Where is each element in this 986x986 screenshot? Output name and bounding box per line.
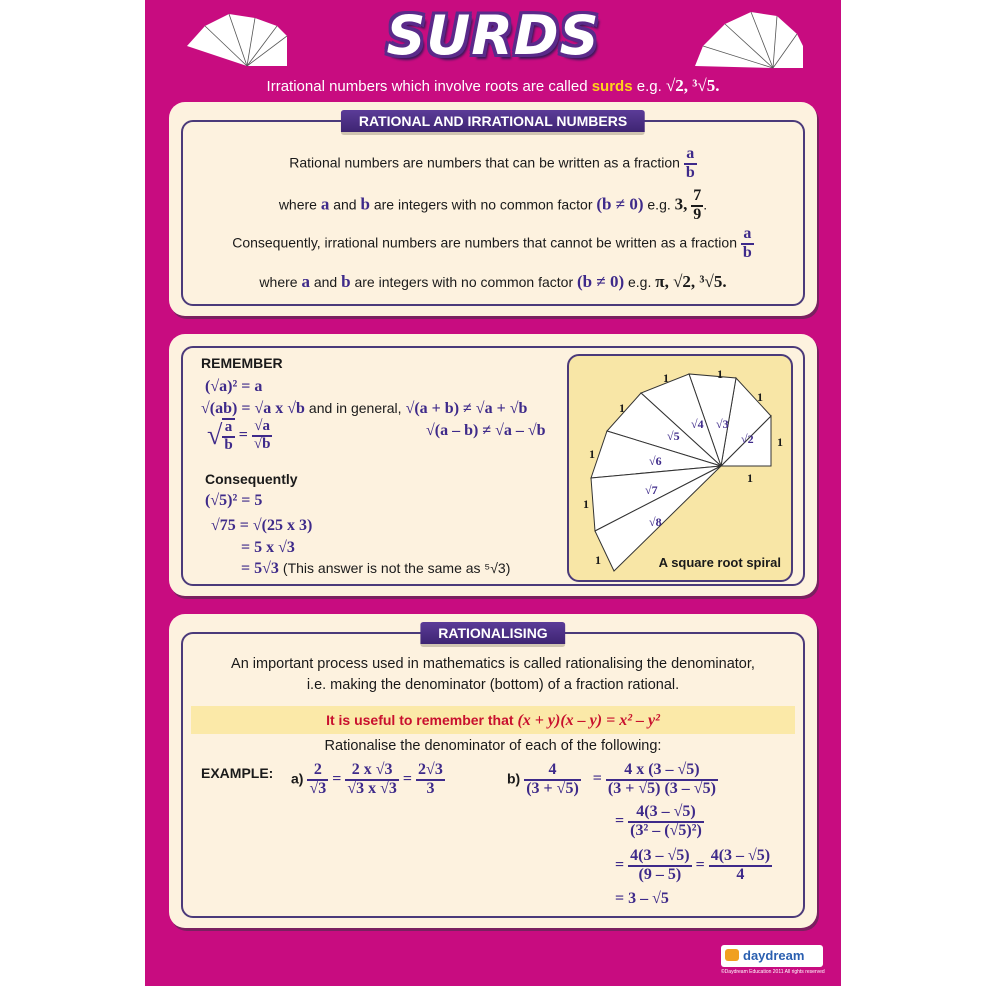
rational-irrational-panel [169,102,817,316]
condition: (b ≠ 0) [577,272,625,291]
cons-4-note: (This answer is not the same as ⁵√3) [282,560,511,576]
a-label: a) [291,770,304,787]
example-label: EXAMPLE: [201,765,274,781]
sqrt-sign-icon: √ [207,419,223,451]
example-b-step-2 [615,804,704,840]
rule-2-math: √(ab) = √a x √b [201,400,305,417]
rational-line-2: where a and b are integers with no common factor (b ≠ 0) e.g. 3, $\frac{7}{9}$ . [278,187,708,223]
a-frac-2: $\frac{2 x √3}{√3 x √3}$ [347,761,397,797]
var-a: a [301,272,310,291]
svg-text:1: 1 [589,447,595,461]
svg-text:1: 1 [717,367,723,381]
copyright: ©Daydream Education 2011 All rights reserved [721,969,825,975]
fraction-7-9: $\frac{7}{9}$ [693,187,702,223]
intro-line-1: An important process used in mathematics is called rationalising the denominator, [231,656,755,672]
rational-line-1 [169,146,817,182]
rule-2-text: and in general, [308,400,402,416]
text: and [333,196,357,213]
text: are integers with no common factor [373,196,593,213]
equals: = [238,426,248,444]
text: where [278,196,317,213]
tip-math: (x + y)(x – y) = x² – y² [517,712,660,729]
subtitle-highlight: surds [591,78,633,95]
subtitle-eg: e.g. [636,78,662,95]
b-frac-3: $\frac{4(3 - √5)}{\text{(3² – (√5)²)}}$ [630,803,702,839]
svg-text:√4: √4 [691,417,704,431]
b-frac-5: $\frac{4(3 - √5)}{4}$ [710,847,771,883]
fraction-a-over-b: $\frac{a}{b}$ [742,225,752,261]
var-b: b [360,194,370,214]
tip-text: It is useful to remember that [326,712,514,728]
spiral-caption: A square root spiral [658,555,781,570]
cons-4 [241,560,510,578]
irrational-line-1 [169,226,817,262]
text: and [313,274,338,290]
example-a [291,762,445,798]
remember-panel [169,334,817,596]
var-a: a [320,194,330,214]
svg-text:1: 1 [619,401,625,415]
subtitle-text: Irrational numbers which involve roots are called [266,78,588,95]
section-tag-rationalising: RATIONALISING [420,622,565,647]
svg-text:1: 1 [757,390,763,404]
example-b-step-1 [507,762,718,798]
var-b: b [341,272,351,291]
equals: = [615,812,625,830]
svg-text:√8: √8 [649,515,662,529]
example: 3, [674,194,688,214]
rule-2-right: √(a + b) ≠ √a + √b [405,400,528,417]
equals: = [615,856,625,874]
condition: (b ≠ 0) [596,194,644,214]
tip-bar [191,706,795,734]
cons-4-math: = 5√3 [241,560,279,577]
cons-2: √75 = √(25 x 3) [211,517,313,534]
b-frac-1: $\frac{4}{(3 + √5)}$ [526,761,579,797]
section-tag-rational: RATIONAL AND IRRATIONAL NUMBERS [341,110,645,135]
instruction: Rationalise the denominator of each of the following: [324,738,662,754]
b-label: b) [507,770,521,787]
rule-3 [207,418,272,454]
b-frac-2: $\frac{4 x (3 - √5)}{(3 + √5) (3 - √5)}$ [607,761,716,797]
svg-text:1: 1 [595,553,601,567]
spiral-diagram-icon [569,356,791,580]
subtitle-math: √2, ³√5. [665,76,720,95]
a-frac-1: $\frac{2}{√3}$ [309,761,327,797]
text: are integers with no common factor [354,274,574,290]
svg-text:1: 1 [663,371,669,385]
intro-line-2: i.e. making the denominator (bottom) of a fraction rational. [306,677,680,693]
logo-text: daydream [743,948,805,963]
svg-text:1: 1 [583,497,589,511]
remember-heading: REMEMBER [201,355,283,371]
poster [145,0,841,986]
fraction-sqrt-a-sqrt-b: $\frac{√a}{√b}$ [253,418,271,452]
subtitle [145,76,841,96]
text: e.g. [647,196,671,213]
text: Rational numbers are numbers that can be written as a fraction [289,154,680,171]
examples: π, √2, ³√5. [655,272,727,291]
equals: = [402,770,413,788]
svg-text:1: 1 [777,435,783,449]
equals: = [332,770,342,788]
svg-text:√3: √3 [716,417,729,431]
square-root-spiral [567,354,793,582]
cons-3: = 5 x √3 [241,539,295,556]
text: e.g. [628,274,652,290]
example-b-step-3 [615,848,772,884]
irrational-line-2 [169,272,817,292]
example-b-final: = 3 – √5 [615,890,669,907]
rule-1: (√a)² = a [205,378,263,395]
equals: = [592,770,602,788]
cons-1: (√5)² = 5 [205,492,263,509]
svg-text:√7: √7 [645,483,658,497]
svg-text:√2: √2 [741,432,754,446]
svg-text:1: 1 [747,471,753,485]
page-title: SURDS [386,4,600,67]
fraction-a-over-b: $\frac{a}{b}$ [685,145,695,181]
consequently-heading: Consequently [205,471,298,487]
rule-3-right: √(a – b) ≠ √a – √b [426,422,546,439]
text: Consequently, irrational numbers are numbers that cannot be written as a fraction [232,234,737,251]
b-frac-4: $\frac{4(3 - √5)}{(9 - 5)}$ [630,847,690,883]
a-frac-3: $\frac{2√3}{3}$ [418,761,443,797]
rationalising-panel [169,614,817,928]
fraction-a-b: $\frac{a}{b}$ [224,419,233,453]
rule-2 [201,400,527,418]
svg-text:√5: √5 [667,429,680,443]
daydream-logo-icon [725,949,739,961]
daydream-logo [721,945,823,967]
text: where [259,274,298,290]
equals: = [695,856,705,874]
svg-text:√6: √6 [649,454,662,468]
